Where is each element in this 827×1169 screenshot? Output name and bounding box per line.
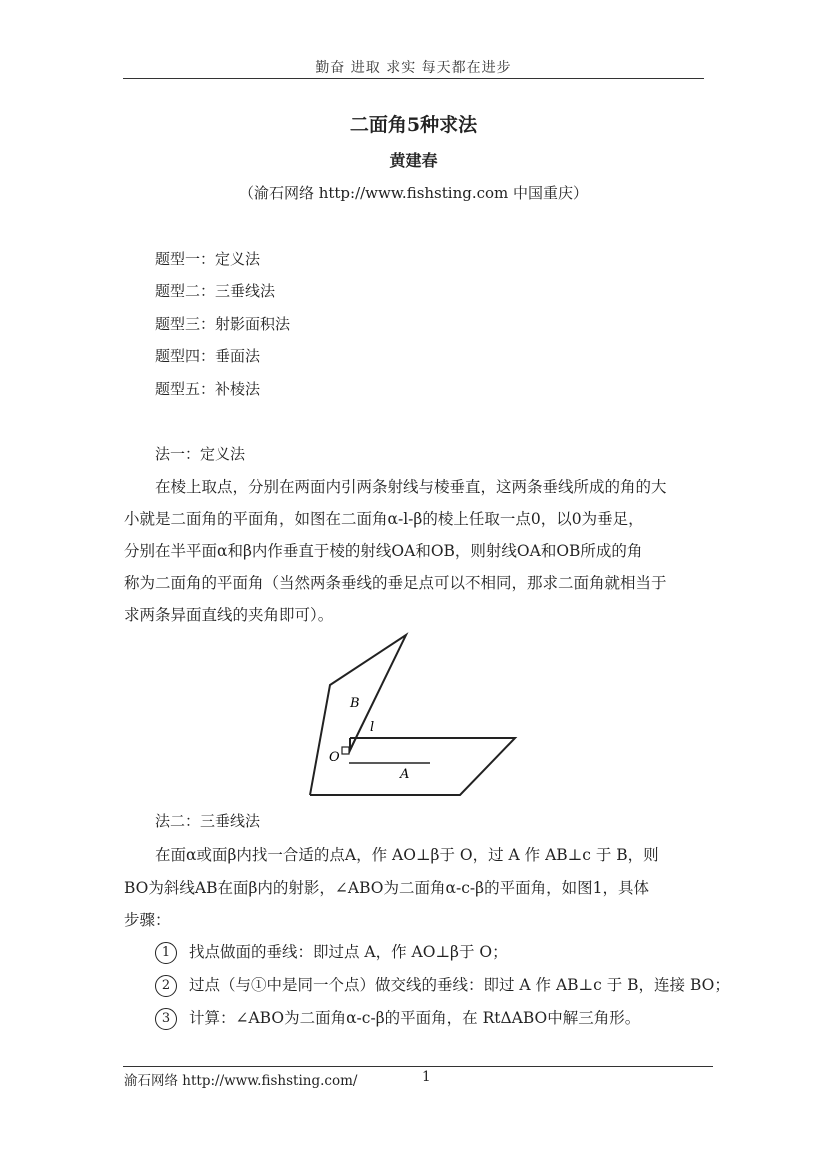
source-line: （渝石网络 http://www.fishsting.com 中国重庆） (238, 184, 589, 202)
method2-heading: 法二：三垂线法 (155, 812, 261, 830)
step-text: 计算：∠ABO为二面角α-c-β的平面角，在 RtΔABO中解三角形。 (189, 1009, 641, 1027)
step-number: 1 (155, 942, 177, 964)
method1-line-1: 在棱上取点，分别在两面内引两条射线与棱垂直，这两条垂线所成的角的大 (124, 478, 667, 496)
method1-line-2: 小就是二面角的平面角，如图在二面角α-l-β的棱上任取一点0，以0为垂足， (124, 510, 644, 528)
step-text: 过点（与①中是同一个点）做交线的垂线：即过 A 作 AB⊥c 于 B，连接 BO； (189, 976, 730, 994)
toc-item-3: 题型三：射影面积法 (155, 315, 291, 333)
author: 黄建春 (389, 151, 438, 170)
step-number: 2 (155, 975, 177, 997)
header-rule (123, 78, 704, 79)
label-b: B (350, 696, 360, 711)
plane-alpha (310, 738, 515, 795)
step-number: 3 (155, 1008, 177, 1030)
step-text: 找点做面的垂线：即过点 A，作 AO⊥β于 O； (189, 943, 508, 961)
method2-line-3: 步骤： (124, 911, 171, 929)
method1-line-3: 分别在半平面α和β内作垂直于棱的射线OA和OB，则射线OA和OB所成的角 (124, 542, 643, 560)
toc-item-5: 题型五：补棱法 (155, 380, 261, 398)
step-1 (155, 940, 508, 964)
toc-item-1: 题型一：定义法 (155, 250, 261, 268)
step-3 (155, 1006, 640, 1030)
header-motto: 勤奋 进取 求实 每天都在进步 (315, 60, 512, 76)
step-2 (155, 973, 730, 997)
right-angle-mark (342, 747, 349, 754)
page-title: 二面角5种求法 (349, 114, 478, 136)
toc-item-2: 题型二：三垂线法 (155, 282, 276, 300)
label-l: l (370, 720, 375, 735)
label-a: A (400, 767, 410, 782)
footer-rule (123, 1066, 713, 1067)
label-o: O (329, 750, 340, 765)
method2-line-2: BO为斜线AB在面β内的射影，∠ABO为二面角α-c-β的平面角，如图1，具体 (124, 879, 649, 897)
method1-heading: 法一：定义法 (155, 445, 246, 463)
method1-line-5: 求两条异面直线的夹角即可）。 (124, 606, 334, 624)
footer-link[interactable]: 渝石网络 http://www.fishsting.com/ (124, 1073, 358, 1089)
plane-beta (310, 635, 406, 795)
dihedral-angle-figure (300, 625, 525, 800)
method2-line-1: 在面α或面β内找一合适的点A，作 AO⊥β于 O，过 A 作 AB⊥c 于 B，则 (124, 846, 659, 864)
page-number: 1 (422, 1069, 431, 1085)
method1-line-4: 称为二面角的平面角（当然两条垂线的垂足点可以不相同，那求二面角就相当于 (124, 574, 667, 592)
toc-item-4: 题型四：垂面法 (155, 347, 261, 365)
